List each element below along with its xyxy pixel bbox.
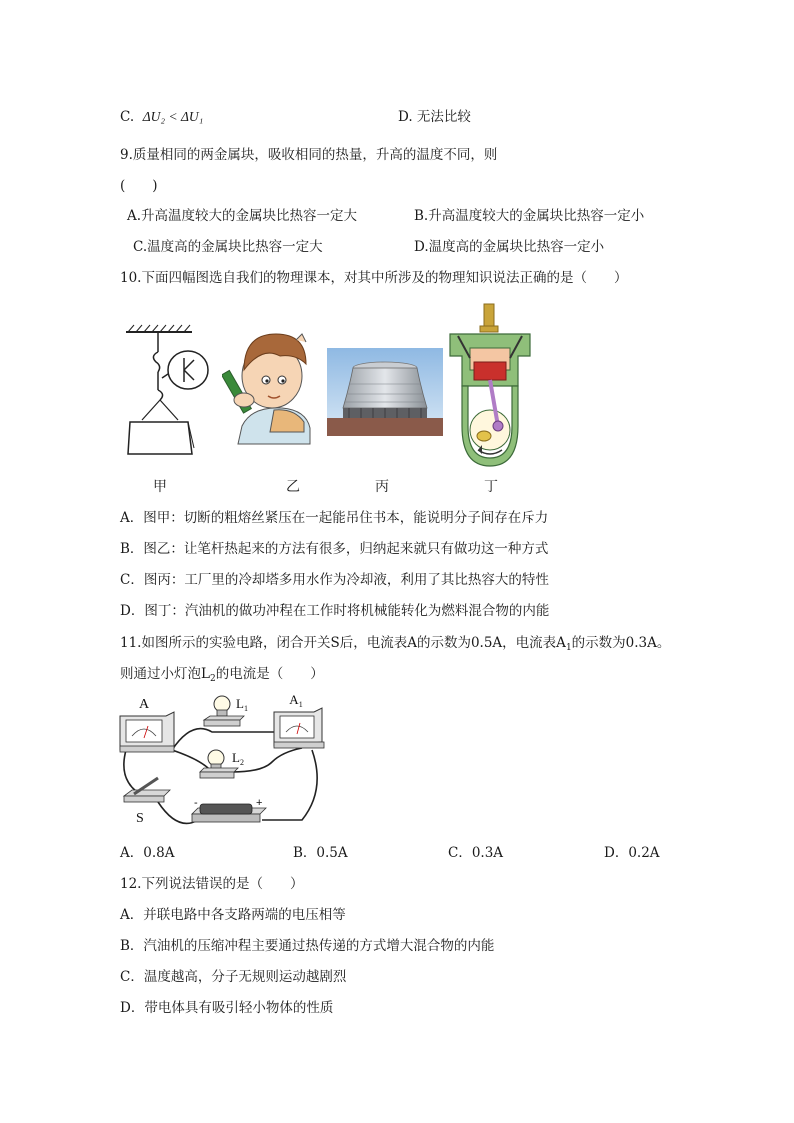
figure-caption-jia: 甲	[153, 479, 167, 495]
figure-ding-engine	[444, 302, 536, 470]
q12-option-d: D．带电体具有吸引轻小物体的性质	[120, 1000, 334, 1016]
q9-option-a: A.升高温度较大的金属块比热容一定大	[127, 208, 358, 224]
q9-option-b: B.升高温度较大的金属块比热容一定小	[414, 208, 645, 224]
q11-option-c: C．0.3A	[448, 845, 504, 861]
label-battery-minus: -	[194, 797, 198, 809]
q8-option-c-math: ΔU₂ < ΔU₁	[142, 109, 204, 124]
svg-text:A1: $A_1$	[289, 692, 303, 709]
q10-option-c: C．图丙：工厂里的冷却塔多用水作为冷却液，利用了其比热容大的特性	[120, 572, 549, 588]
q10-stem: 10.下面四幅图选自我们的物理课本，对其中所涉及的物理知识说法正确的是（ ）	[120, 270, 628, 286]
figure-yi-boy-pencil	[222, 330, 318, 446]
figure-bing-cooling-tower	[327, 348, 443, 436]
q11-stem: 11.如图所示的实验电路，闭合开关S后，电流表A的示数为0.5A，电流表$A_1$的示数为0.3A。	[120, 635, 671, 653]
q9-option-c: C.温度高的金属块比热容一定大	[133, 239, 323, 255]
q11-circuit-figure	[114, 690, 334, 836]
label-battery-plus: +	[256, 797, 263, 809]
label-lamp-l2: L	[232, 750, 240, 765]
ammeter-a1-icon	[274, 708, 324, 748]
q12-stem: 12.下列说法错误的是（ ）	[120, 876, 304, 892]
q12-option-a: A．并联电路中各支路两端的电压相等	[120, 907, 346, 923]
ammeter-a-icon	[120, 712, 174, 752]
q11-option-a: A．0.8A	[120, 845, 175, 861]
q9-stem: 9.质量相同的两金属块，吸收相同的热量，升高的温度不同，则	[120, 147, 498, 163]
q8-option-d: D. 无法比较	[398, 109, 471, 125]
q10-option-b: B．图乙：让笔杆热起来的方法有很多，归纳起来就只有做功这一种方式	[120, 541, 549, 557]
label-switch: S	[136, 811, 144, 826]
switch-icon	[124, 778, 170, 802]
q12-option-b: B．汽油机的压缩冲程主要通过热传递的方式增大混合物的内能	[120, 938, 495, 954]
q11-option-b: B．0.5A	[293, 845, 348, 861]
figure-caption-bing: 丙	[375, 479, 389, 495]
label-lamp-l1: L	[236, 696, 244, 711]
figure-caption-yi: 乙	[286, 479, 300, 495]
q11-stem-line2: 则通过小灯泡$L_2$的电流是（ ）	[120, 666, 324, 684]
q10-option-a: A．图甲：切断的粗熔丝紧压在一起能吊住书本，能说明分子间存在斥力	[120, 510, 549, 526]
q9-paren: ( )	[120, 178, 158, 194]
battery-icon	[192, 804, 266, 822]
q8-option-c: C. ΔU₂ < ΔU₁	[120, 109, 204, 125]
svg-text:L1: $L_1$	[236, 696, 248, 713]
svg-text:L2: $L_2$	[232, 750, 244, 767]
q10-option-d: D．图丁：汽油机的做功冲程在工作时将机械能转化为燃料混合物的内能	[120, 603, 550, 619]
q11-option-d: D．0.2A	[604, 845, 660, 861]
figure-jia-magnifier-icon	[160, 348, 212, 394]
q12-option-c: C．温度越高，分子无规则运动越剧烈	[120, 969, 347, 985]
label-ammeter-a: A	[138, 697, 150, 712]
figure-caption-ding: 丁	[484, 479, 498, 495]
q9-option-d: D.温度高的金属块比热容一定小	[414, 239, 605, 255]
label-ammeter-a1: A	[289, 692, 299, 707]
